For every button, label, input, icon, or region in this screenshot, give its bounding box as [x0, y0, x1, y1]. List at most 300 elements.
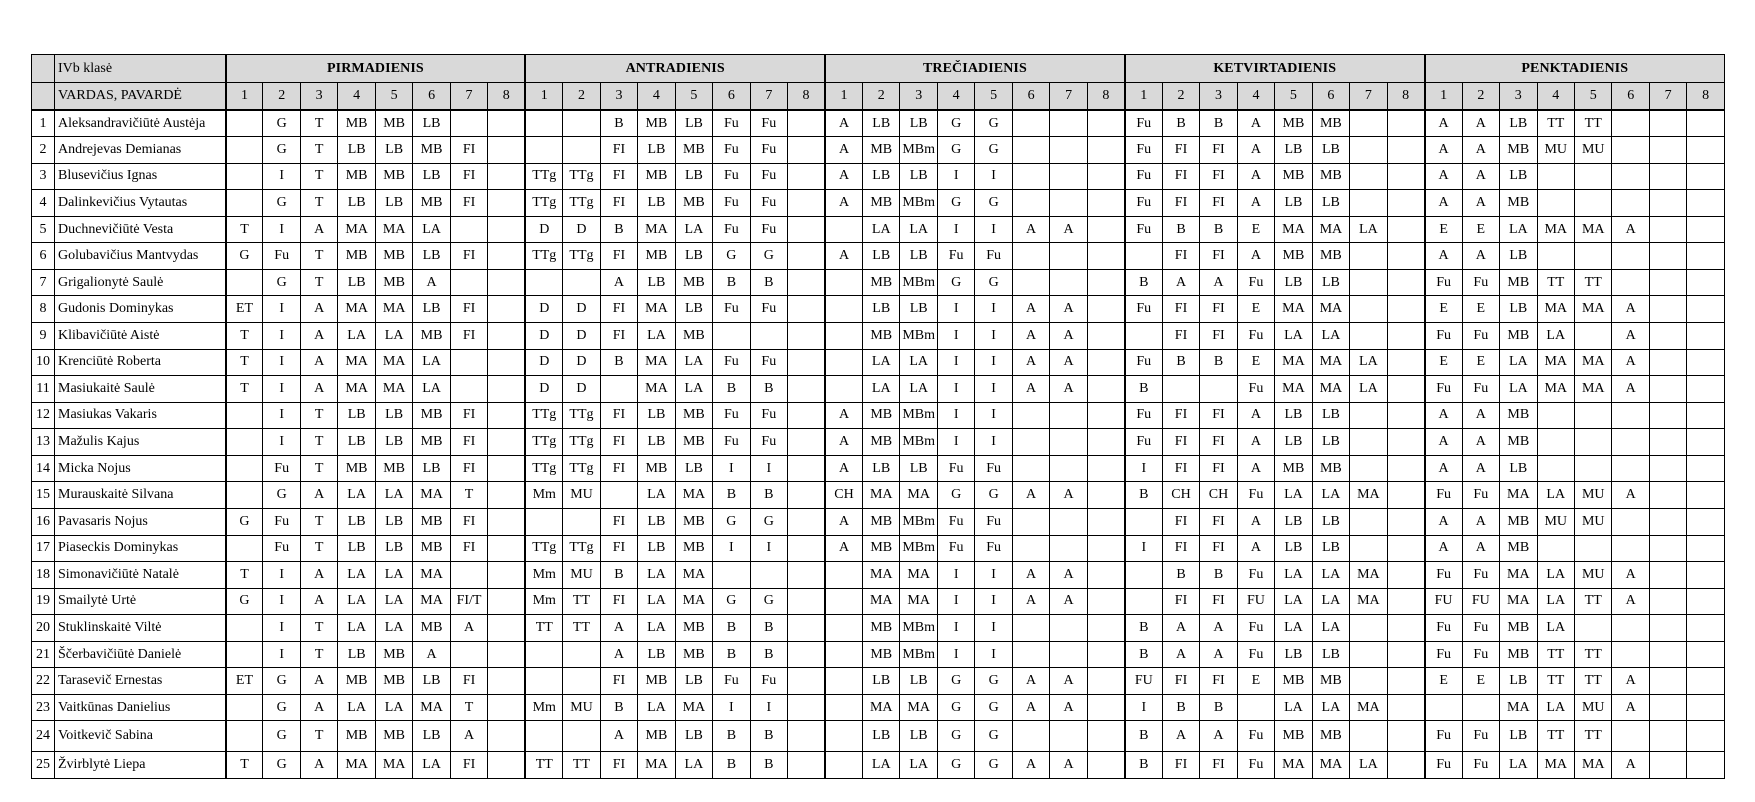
lesson-cell: MB — [413, 535, 450, 562]
lesson-cell: A — [1425, 508, 1462, 535]
lesson-cell: FI — [1162, 535, 1199, 562]
lesson-cell: TTg — [563, 455, 600, 482]
lesson-cell — [488, 694, 526, 721]
lesson-cell — [788, 482, 825, 509]
lesson-cell: TT — [1537, 641, 1574, 668]
lesson-cell — [1649, 668, 1686, 695]
lesson-cell: A — [600, 641, 637, 668]
lesson-cell: A — [1162, 615, 1199, 642]
lesson-cell: D — [525, 349, 562, 376]
lesson-cell: LB — [638, 641, 675, 668]
lesson-cell: MA — [1350, 588, 1387, 615]
lesson-cell: MB — [338, 668, 375, 695]
timetable — [31, 54, 1725, 779]
lesson-cell: Fu — [1425, 269, 1462, 296]
lesson-cell — [1050, 243, 1087, 270]
lesson-cell: Fu — [713, 429, 750, 456]
lesson-cell: LB — [413, 455, 450, 482]
row-number: 9 — [32, 323, 55, 350]
lesson-cell — [1462, 694, 1499, 721]
lesson-cell: LA — [338, 588, 375, 615]
lesson-cell: Fu — [1237, 376, 1274, 403]
lesson-cell — [1612, 137, 1649, 164]
lesson-cell: I — [263, 216, 300, 243]
lesson-cell: FI — [1200, 323, 1237, 350]
lesson-cell — [600, 376, 637, 403]
lesson-cell: MB — [413, 615, 450, 642]
lesson-cell: LA — [900, 349, 937, 376]
lesson-cell: G — [937, 752, 974, 779]
lesson-cell — [1050, 137, 1087, 164]
lesson-cell: A — [1425, 243, 1462, 270]
lesson-cell: LB — [675, 455, 712, 482]
lesson-cell: MU — [563, 562, 600, 589]
lesson-cell: LA — [1537, 323, 1574, 350]
lesson-cell: MBm — [900, 641, 937, 668]
lesson-cell: TT — [1574, 721, 1611, 752]
lesson-cell: LB — [1500, 668, 1537, 695]
lesson-cell: MB — [863, 535, 900, 562]
lesson-cell: E — [1237, 216, 1274, 243]
lesson-cell: G — [713, 243, 750, 270]
lesson-cell: Fu — [937, 243, 974, 270]
period-header: 2 — [1462, 83, 1499, 111]
lesson-cell: Fu — [713, 190, 750, 217]
lesson-cell: A — [825, 429, 862, 456]
lesson-cell: A — [1012, 349, 1049, 376]
lesson-cell — [450, 269, 487, 296]
lesson-cell — [1649, 243, 1686, 270]
lesson-cell: LB — [863, 243, 900, 270]
lesson-cell — [1387, 163, 1425, 190]
lesson-cell — [1574, 615, 1611, 642]
lesson-cell — [1387, 137, 1425, 164]
row-number: 1 — [32, 110, 55, 137]
lesson-cell — [1350, 535, 1387, 562]
lesson-cell: FI — [1162, 668, 1199, 695]
lesson-cell: T — [300, 721, 337, 752]
lesson-cell: TTg — [563, 243, 600, 270]
lesson-cell — [1087, 752, 1125, 779]
lesson-cell — [488, 216, 526, 243]
lesson-cell: MA — [863, 588, 900, 615]
lesson-cell: A — [1200, 269, 1237, 296]
row-number: 12 — [32, 402, 55, 429]
lesson-cell — [1012, 269, 1049, 296]
lesson-cell: LA — [863, 376, 900, 403]
lesson-cell — [1649, 562, 1686, 589]
lesson-cell: D — [563, 376, 600, 403]
lesson-cell: Fu — [1237, 269, 1274, 296]
lesson-cell: LB — [338, 641, 375, 668]
lesson-cell — [1537, 535, 1574, 562]
lesson-cell: LA — [1500, 376, 1537, 403]
lesson-cell: LA — [675, 752, 712, 779]
lesson-cell — [450, 110, 487, 137]
lesson-cell: LB — [1500, 243, 1537, 270]
lesson-cell: LA — [900, 216, 937, 243]
lesson-cell: Fu — [263, 243, 300, 270]
row-number: 5 — [32, 216, 55, 243]
lesson-cell — [1612, 508, 1649, 535]
lesson-cell — [1687, 615, 1724, 642]
lesson-cell — [1087, 455, 1125, 482]
lesson-cell: MA — [638, 376, 675, 403]
lesson-cell: MB — [1312, 110, 1349, 137]
lesson-cell: Fu — [1462, 615, 1499, 642]
lesson-cell: G — [937, 137, 974, 164]
lesson-cell: LA — [638, 694, 675, 721]
lesson-cell: MB — [413, 429, 450, 456]
lesson-cell: I — [975, 402, 1012, 429]
lesson-cell: B — [1200, 694, 1237, 721]
lesson-cell — [1687, 402, 1724, 429]
day-header-row — [32, 55, 1725, 83]
lesson-cell — [226, 269, 263, 296]
lesson-cell: MB — [1275, 243, 1312, 270]
lesson-cell — [1087, 296, 1125, 323]
lesson-cell: T — [226, 376, 263, 403]
lesson-cell: A — [1237, 455, 1274, 482]
period-header: 7 — [1350, 83, 1387, 111]
lesson-cell: LA — [1537, 562, 1574, 589]
lesson-cell: Fu — [1425, 323, 1462, 350]
lesson-cell — [788, 455, 825, 482]
lesson-cell: LA — [638, 588, 675, 615]
lesson-cell — [488, 429, 526, 456]
lesson-cell: LA — [1275, 615, 1312, 642]
lesson-cell: MA — [1275, 216, 1312, 243]
lesson-cell: CH — [1162, 482, 1199, 509]
lesson-cell: Fu — [1462, 562, 1499, 589]
lesson-cell: MA — [375, 296, 412, 323]
row-number: 19 — [32, 588, 55, 615]
lesson-cell: LA — [375, 615, 412, 642]
lesson-cell: I — [263, 376, 300, 403]
lesson-cell: G — [937, 269, 974, 296]
lesson-cell — [1087, 721, 1125, 752]
lesson-cell: LA — [900, 752, 937, 779]
lesson-cell — [788, 668, 825, 695]
lesson-cell — [1350, 323, 1387, 350]
lesson-cell — [1687, 482, 1724, 509]
lesson-cell: Mm — [525, 482, 562, 509]
lesson-cell: A — [1237, 402, 1274, 429]
lesson-cell: D — [563, 349, 600, 376]
lesson-cell — [1087, 615, 1125, 642]
lesson-cell — [1012, 190, 1049, 217]
lesson-cell: A — [600, 615, 637, 642]
lesson-cell: FI — [1162, 429, 1199, 456]
lesson-cell: Fu — [1237, 721, 1274, 752]
lesson-cell — [825, 752, 862, 779]
student-row — [32, 562, 1725, 589]
lesson-cell — [788, 641, 825, 668]
lesson-cell: MB — [338, 721, 375, 752]
lesson-cell: D — [563, 216, 600, 243]
lesson-cell — [1387, 429, 1425, 456]
lesson-cell: G — [937, 110, 974, 137]
lesson-cell: MA — [1500, 588, 1537, 615]
lesson-cell — [825, 376, 862, 403]
lesson-cell: MA — [1537, 296, 1574, 323]
lesson-cell: MA — [1500, 694, 1537, 721]
student-name: Dalinkevičius Vytautas — [55, 190, 226, 217]
lesson-cell — [1350, 668, 1387, 695]
lesson-cell: Fu — [937, 455, 974, 482]
lesson-cell — [1050, 721, 1087, 752]
lesson-cell: T — [300, 508, 337, 535]
lesson-cell: Fu — [1425, 482, 1462, 509]
lesson-cell: E — [1462, 668, 1499, 695]
lesson-cell: G — [975, 482, 1012, 509]
lesson-cell: TTg — [525, 455, 562, 482]
period-header: 2 — [263, 83, 300, 111]
student-name: Duchnevičiūtė Vesta — [55, 216, 226, 243]
lesson-cell: LB — [338, 535, 375, 562]
lesson-cell: LB — [638, 508, 675, 535]
lesson-cell: I — [937, 296, 974, 323]
lesson-cell — [825, 641, 862, 668]
lesson-cell: T — [300, 429, 337, 456]
lesson-cell: I — [1125, 455, 1162, 482]
lesson-cell — [450, 349, 487, 376]
lesson-cell: A — [825, 190, 862, 217]
day-header-tuesday: ANTRADIENIS — [525, 55, 825, 83]
lesson-cell: MB — [1500, 641, 1537, 668]
lesson-cell: FI — [1162, 508, 1199, 535]
lesson-cell: MU — [1574, 562, 1611, 589]
lesson-cell: TT — [1574, 668, 1611, 695]
lesson-cell: MB — [1275, 721, 1312, 752]
lesson-cell: A — [1425, 163, 1462, 190]
lesson-cell: G — [750, 588, 787, 615]
lesson-cell: LB — [675, 243, 712, 270]
lesson-cell: LA — [638, 615, 675, 642]
lesson-cell — [1574, 535, 1611, 562]
student-row — [32, 615, 1725, 642]
lesson-cell: I — [263, 323, 300, 350]
student-row — [32, 402, 1725, 429]
lesson-cell: D — [525, 296, 562, 323]
lesson-cell: A — [300, 376, 337, 403]
student-name: Micka Nojus — [55, 455, 226, 482]
lesson-cell: LB — [1312, 402, 1349, 429]
lesson-cell: Fu — [750, 349, 787, 376]
lesson-cell: B — [713, 482, 750, 509]
lesson-cell — [788, 508, 825, 535]
lesson-cell: T — [300, 641, 337, 668]
lesson-cell: A — [1612, 349, 1649, 376]
student-row — [32, 163, 1725, 190]
lesson-cell: A — [1462, 137, 1499, 164]
period-header: 4 — [338, 83, 375, 111]
period-header: 3 — [1200, 83, 1237, 111]
lesson-cell: T — [300, 137, 337, 164]
lesson-cell: G — [750, 243, 787, 270]
lesson-cell: I — [975, 588, 1012, 615]
lesson-cell: A — [1162, 721, 1199, 752]
lesson-cell — [1687, 668, 1724, 695]
lesson-cell — [788, 402, 825, 429]
student-name: Ščerbavičiūtė Danielė — [55, 641, 226, 668]
lesson-cell: LB — [375, 508, 412, 535]
lesson-cell — [450, 562, 487, 589]
lesson-cell: Fu — [1125, 429, 1162, 456]
lesson-cell: Fu — [1237, 615, 1274, 642]
lesson-cell: LB — [413, 721, 450, 752]
lesson-cell — [825, 721, 862, 752]
lesson-cell: MA — [1537, 216, 1574, 243]
lesson-cell: Fu — [975, 243, 1012, 270]
lesson-cell: FI — [1200, 296, 1237, 323]
lesson-cell: FI — [450, 243, 487, 270]
period-header: 8 — [1687, 83, 1724, 111]
lesson-cell: A — [1050, 752, 1087, 779]
lesson-cell: D — [525, 216, 562, 243]
lesson-cell: E — [1425, 668, 1462, 695]
lesson-cell: LB — [900, 721, 937, 752]
lesson-cell: LB — [1275, 429, 1312, 456]
lesson-cell: LA — [1275, 694, 1312, 721]
lesson-cell: FI — [450, 323, 487, 350]
lesson-cell: I — [713, 455, 750, 482]
student-name: Gudonis Dominykas — [55, 296, 226, 323]
lesson-cell: D — [525, 376, 562, 403]
lesson-cell: G — [937, 190, 974, 217]
lesson-cell — [1612, 641, 1649, 668]
lesson-cell: LA — [1500, 349, 1537, 376]
lesson-cell — [488, 296, 526, 323]
lesson-cell: MB — [863, 429, 900, 456]
lesson-cell: MA — [675, 588, 712, 615]
lesson-cell: A — [1012, 376, 1049, 403]
lesson-cell — [1649, 296, 1686, 323]
lesson-cell — [1649, 588, 1686, 615]
lesson-cell — [1387, 482, 1425, 509]
lesson-cell: D — [525, 323, 562, 350]
lesson-cell: FI — [1200, 535, 1237, 562]
lesson-cell: MBm — [900, 269, 937, 296]
lesson-cell: MB — [638, 163, 675, 190]
lesson-cell: MA — [1275, 376, 1312, 403]
lesson-cell: B — [1125, 376, 1162, 403]
lesson-cell — [1012, 615, 1049, 642]
lesson-cell: Fu — [750, 163, 787, 190]
lesson-cell: I — [713, 535, 750, 562]
lesson-cell: MU — [1537, 508, 1574, 535]
lesson-cell — [1050, 455, 1087, 482]
lesson-cell: B — [750, 615, 787, 642]
lesson-cell: LA — [413, 752, 450, 779]
lesson-cell: LA — [338, 482, 375, 509]
lesson-cell: Fu — [1125, 402, 1162, 429]
lesson-cell — [1012, 243, 1049, 270]
lesson-cell — [1574, 429, 1611, 456]
lesson-cell — [1687, 296, 1724, 323]
lesson-cell: LB — [638, 535, 675, 562]
lesson-cell — [788, 694, 825, 721]
lesson-cell: LA — [1275, 482, 1312, 509]
period-header: 2 — [863, 83, 900, 111]
lesson-cell — [1387, 641, 1425, 668]
lesson-cell: A — [300, 482, 337, 509]
lesson-cell — [1350, 615, 1387, 642]
lesson-cell: LA — [863, 752, 900, 779]
day-header-friday: PENKTADIENIS — [1425, 55, 1725, 83]
lesson-cell: Fu — [1425, 752, 1462, 779]
lesson-cell: FI — [1200, 163, 1237, 190]
lesson-cell: Fu — [1125, 190, 1162, 217]
lesson-cell: LB — [1312, 190, 1349, 217]
lesson-cell — [1574, 402, 1611, 429]
lesson-cell: CH — [825, 482, 862, 509]
lesson-cell: FI — [600, 429, 637, 456]
lesson-cell — [1687, 508, 1724, 535]
lesson-cell: LA — [1312, 588, 1349, 615]
lesson-cell — [525, 269, 562, 296]
period-header: 2 — [1162, 83, 1199, 111]
lesson-cell — [1612, 269, 1649, 296]
lesson-cell — [1649, 752, 1686, 779]
lesson-cell: LA — [413, 376, 450, 403]
row-number: 21 — [32, 641, 55, 668]
lesson-cell: LB — [413, 110, 450, 137]
lesson-cell: D — [563, 323, 600, 350]
lesson-cell: B — [1162, 562, 1199, 589]
lesson-cell — [226, 163, 263, 190]
period-header: 8 — [788, 83, 825, 111]
lesson-cell: MB — [675, 190, 712, 217]
lesson-cell — [788, 269, 825, 296]
lesson-cell: A — [1425, 535, 1462, 562]
lesson-cell: FI — [450, 402, 487, 429]
lesson-cell — [1387, 190, 1425, 217]
lesson-cell: A — [1050, 216, 1087, 243]
period-header: 3 — [300, 83, 337, 111]
lesson-cell — [1350, 508, 1387, 535]
lesson-cell: TT — [525, 752, 562, 779]
lesson-cell: T — [450, 694, 487, 721]
lesson-cell — [450, 216, 487, 243]
lesson-cell: MB — [638, 243, 675, 270]
lesson-cell: MA — [1312, 349, 1349, 376]
lesson-cell — [563, 269, 600, 296]
lesson-cell: LB — [1275, 190, 1312, 217]
lesson-cell — [1387, 402, 1425, 429]
lesson-cell — [788, 296, 825, 323]
lesson-cell — [488, 323, 526, 350]
lesson-cell: LB — [1275, 137, 1312, 164]
lesson-cell: G — [975, 269, 1012, 296]
lesson-cell: LA — [1537, 588, 1574, 615]
lesson-cell: I — [975, 376, 1012, 403]
lesson-cell: MA — [1574, 349, 1611, 376]
lesson-cell — [563, 668, 600, 695]
lesson-cell — [1050, 190, 1087, 217]
lesson-cell: B — [1200, 562, 1237, 589]
lesson-cell: LB — [338, 269, 375, 296]
lesson-cell — [488, 508, 526, 535]
lesson-cell: FI — [1162, 323, 1199, 350]
lesson-cell: FI — [600, 508, 637, 535]
lesson-cell — [1087, 190, 1125, 217]
lesson-cell: G — [263, 721, 300, 752]
lesson-cell: TTg — [525, 243, 562, 270]
lesson-cell — [488, 269, 526, 296]
lesson-cell: A — [1012, 296, 1049, 323]
lesson-cell: MA — [1350, 562, 1387, 589]
